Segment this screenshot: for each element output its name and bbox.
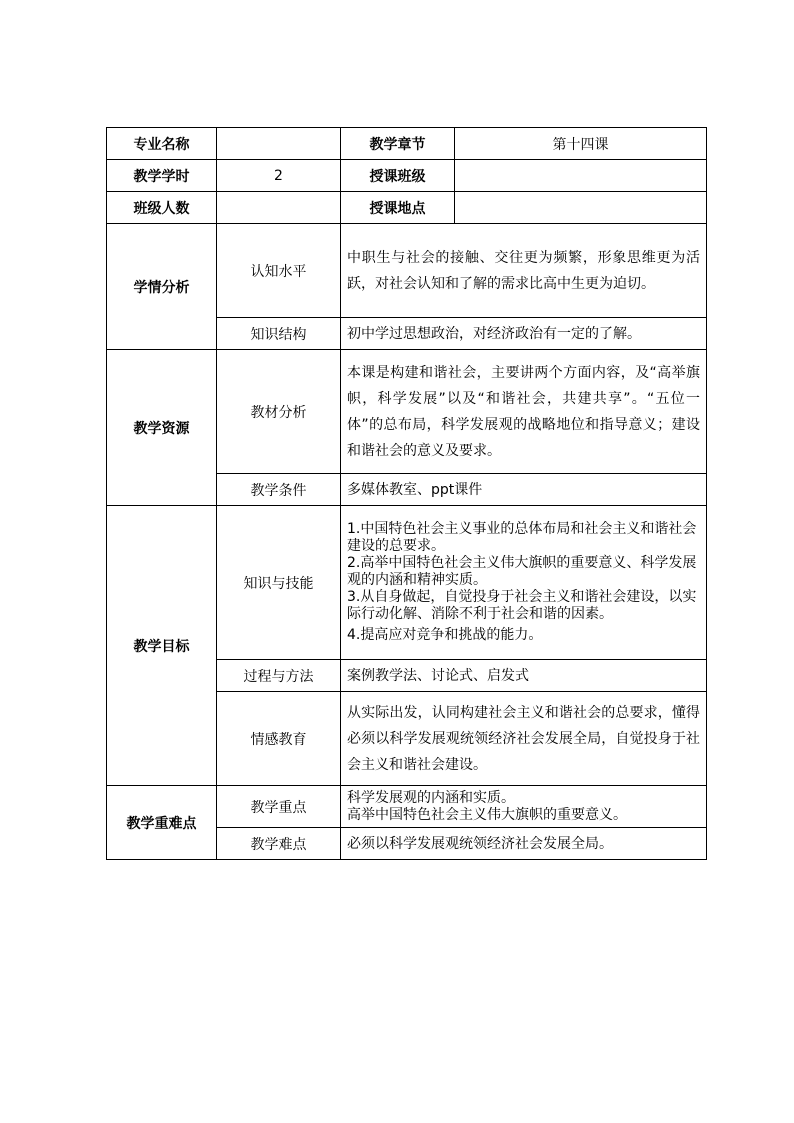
- major-label: 专业名称: [107, 128, 217, 160]
- knowledge-label: 知识与技能: [217, 506, 341, 660]
- structure-label: 知识结构: [217, 318, 341, 350]
- knowledge-item: 4.提高应对竞争和挑战的能力。: [347, 627, 543, 643]
- focus-item: 科学发展观的内涵和实质。: [347, 789, 515, 806]
- knowledge-item: 3.从自身做起，自觉投身于社会主义和谐社会建设，以实际行动化解、消除不利于社会和谐的因素。: [347, 589, 697, 622]
- cognition-text: 中职生与社会的接触、交往更为频繁，形象思维更为活跃，对社会认知和了解的需求比高中生更为迫切。: [341, 224, 707, 318]
- emotion-text: 从实际出发，认同构建社会主义和谐社会的总要求，懂得必须以科学发展观统领经济社会发展全局，自觉投身于社会主义和谐社会建设。: [341, 692, 707, 786]
- place-label: 授课地点: [341, 192, 455, 224]
- difficulty-label: 教学难点: [217, 828, 341, 860]
- major-value: [217, 128, 341, 160]
- focus-label: 教学重点: [217, 786, 341, 828]
- place-value: [455, 192, 707, 224]
- knowledge-text: [341, 506, 707, 660]
- hours-value: 2: [217, 160, 341, 192]
- class-label: 授课班级: [341, 160, 455, 192]
- conditions-label: 教学条件: [217, 474, 341, 506]
- hours-label: 教学学时: [107, 160, 217, 192]
- cognition-label: 认知水平: [217, 224, 341, 318]
- focus-text: [341, 786, 707, 828]
- process-text: 案例教学法、讨论式、启发式: [341, 660, 707, 692]
- process-label: 过程与方法: [217, 660, 341, 692]
- difficulty-text: 必须以科学发展观统领经济社会发展全局。: [341, 828, 707, 860]
- chapter-label: 教学章节: [341, 128, 455, 160]
- keypoints-label: 教学重难点: [107, 786, 217, 860]
- lesson-plan-table: [106, 127, 707, 860]
- resources-label: 教学资源: [107, 350, 217, 506]
- chapter-value: 第十四课: [455, 128, 707, 160]
- count-value: [217, 192, 341, 224]
- structure-text: 初中学过思想政治，对经济政治有一定的了解。: [341, 318, 707, 350]
- material-text: 本课是构建和谐社会，主要讲两个方面内容，及“高举旗帜，科学发展”以及“和谐社会，共建共享”。“五位一体”的总布局，科学发展观的战略地位和指导意义；建设和谐社会的意义及要求。: [341, 350, 707, 474]
- objectives-label: 教学目标: [107, 506, 217, 786]
- knowledge-item: 2.高举中国特色社会主义伟大旗帜的重要意义、科学发展观的内涵和精神实质。: [347, 555, 697, 588]
- analysis-label: 学情分析: [107, 224, 217, 350]
- focus-item: 高举中国特色社会主义伟大旗帜的重要意义。: [347, 806, 627, 823]
- material-label: 教材分析: [217, 350, 341, 474]
- conditions-text: 多媒体教室、ppt课件: [341, 474, 707, 506]
- count-label: 班级人数: [107, 192, 217, 224]
- class-value: [455, 160, 707, 192]
- emotion-label: 情感教育: [217, 692, 341, 786]
- knowledge-item: 1.中国特色社会主义事业的总体布局和社会主义和谐社会建设的总要求。: [347, 521, 697, 554]
